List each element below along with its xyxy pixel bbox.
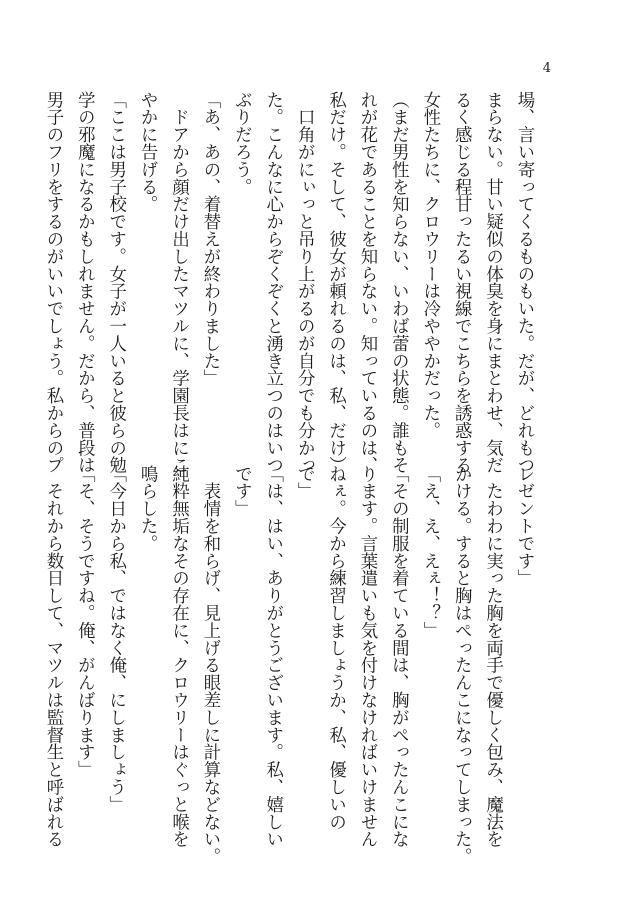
- text-line: （まだ男性を知らない、いわば蕾の状態。誰もそ: [388, 91, 409, 474]
- page-number: 4: [542, 61, 551, 76]
- text-line: 場、言い寄ってくるものもいた。だが、どれもつ: [514, 91, 534, 474]
- text-line: 私だけ。そして、彼女が頼れるのは、私、だけ）: [325, 91, 346, 474]
- text-line: それから数日して、マツルは監督生と呼ばれる: [42, 465, 63, 848]
- text-line: るく感じる程甘ったるい視線でこちらを誘惑する: [451, 91, 472, 474]
- text-line: ります。言葉遣いも気を付けなければいけません: [356, 465, 377, 848]
- text-line: 表情を和らげ、見上げる眼差しに計算などない。: [199, 465, 220, 866]
- text-line: た。こんなに心からぞくぞくと湧き立つのはいつ: [262, 91, 283, 474]
- text-line: 「あ、あの、着替えが終わりました」: [199, 91, 220, 387]
- text-line: 純粋無垢なその存在に、クロウリーはぐっと喉を: [168, 465, 189, 848]
- text-line: 「え、え、えぇ！？」: [419, 465, 440, 639]
- text-line: 「そ、そうですね。俺、がんばります」: [74, 465, 95, 779]
- text-line: かける。すると胸はぺったんこになってしまった。: [451, 465, 472, 866]
- text-line: 「は、はい、ありがとうございます。私、嬉しい: [262, 465, 283, 848]
- top-text-block: [42, 91, 539, 474]
- text-line: で」: [294, 465, 315, 500]
- text-line: 女性たちに、クロウリーは冷ややかだった。: [419, 91, 440, 439]
- text-line: ねぇ。今から練習しましょうか、私、優しいの: [325, 465, 346, 831]
- text-line: れが花であることを知らない。知っているのは、: [356, 91, 377, 474]
- text-line: レゼントです」: [514, 465, 534, 587]
- text-line: 鳴らした。: [137, 465, 158, 552]
- text-line: です」: [231, 465, 252, 518]
- text-line: 学の邪魔になるかもしれません。だから、普段は: [74, 91, 95, 474]
- text-line: たわわに実った胸を両手で優しく包み、魔法を: [482, 465, 503, 848]
- text-line: ぶりだろう。: [231, 91, 252, 196]
- text-line: 口角がにぃっと吊り上がるのが自分でも分かっ: [294, 91, 315, 474]
- bottom-text-block: [42, 465, 539, 866]
- text-line: まらない。甘い疑似の体臭を身にまとわせ、気だ: [482, 91, 503, 474]
- text-line: やかに告げる。: [137, 91, 158, 213]
- text-line: 「ここは男子校です。女子が一人いると彼らの勉: [105, 91, 126, 474]
- text-line: 「その制服を着ている間は、胸がぺったんこにな: [388, 465, 409, 848]
- text-line: ドアから顔だけ出したマツルに、学園長はにこ: [168, 91, 189, 474]
- text-line: 「今日から私、ではなく俺、にしましょう」: [105, 465, 126, 813]
- text-line: 男子のフリをするのがいいでしょう。私からのプ: [42, 91, 63, 474]
